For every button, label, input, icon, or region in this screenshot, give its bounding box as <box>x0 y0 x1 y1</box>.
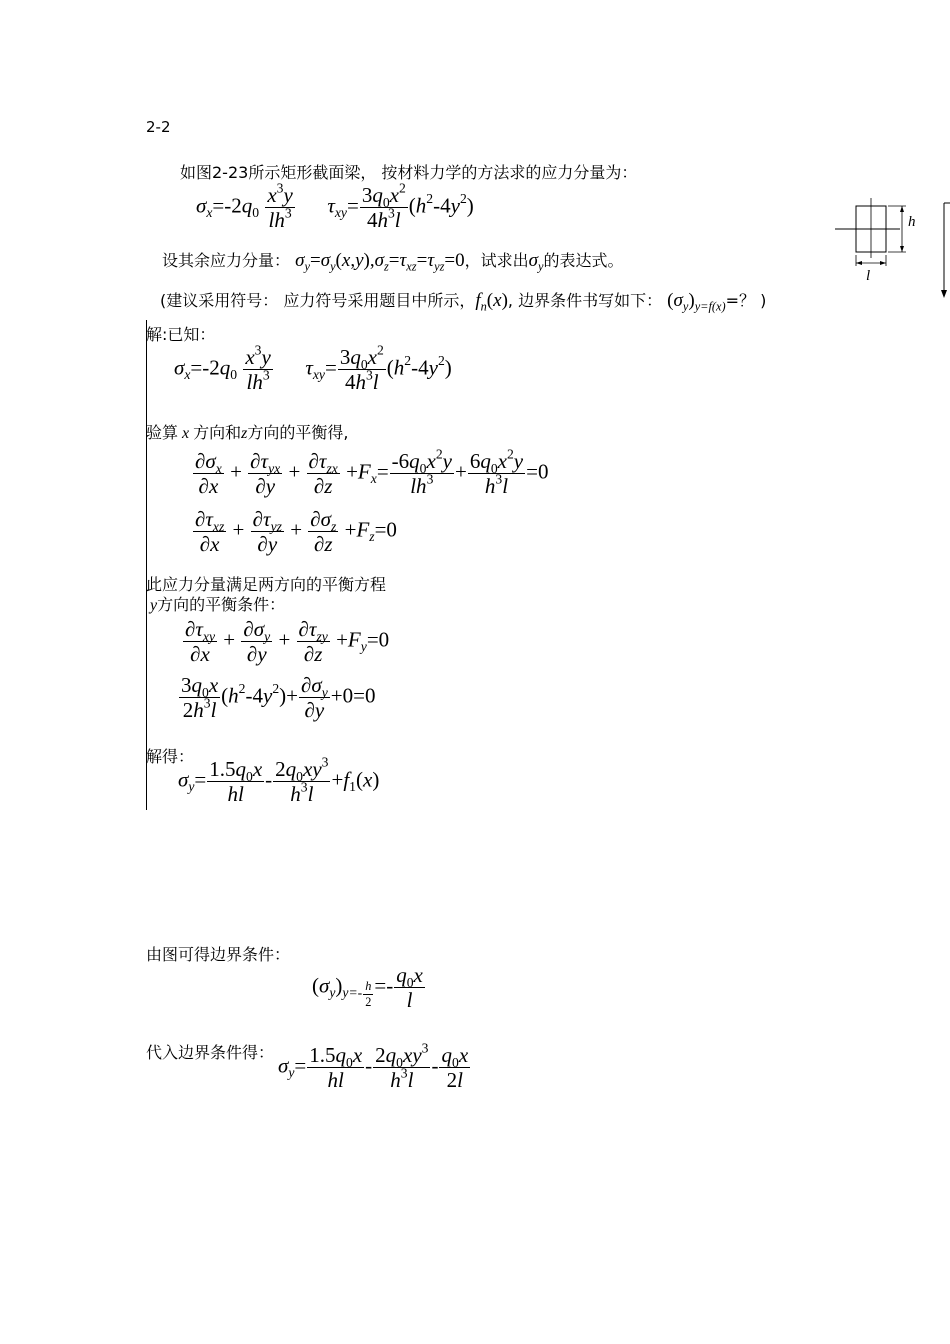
other-stress-line: 设其余应力分量： $\sigma_y=\sigma_y(x,y),\sigma_z=\tau_{xz}=\tau_{yz}=0$，试求出$\sigma_y$的表达式。 <box>162 250 624 274</box>
equilibrium-z-equation: $\frac{\partial\tau_{xz}}{\partial x}$ + $\frac{\partial\tau_{yz}}{\partial y}$ + $\frac{\partial\sigma_z}{\partial z}$ $+F_z=0$ <box>195 507 397 557</box>
solved-label: 解得： <box>146 747 195 766</box>
figure-label-l: l <box>866 268 871 284</box>
hint-line: (建议采用符号： 应力符号采用题目中所示，$f_n(x)$, 边界条件书写如下： $(\sigma_y)_{y=f(x)}=$？ ) <box>160 290 767 314</box>
given-stress-formulas: $\sigma_x=-2q_0$ $\frac{x^3y}{lh^3}$ $\tau_{xy}=$ $\frac{3q_0x^2}{4h^3l}$ $(h^2-4y^2)$ <box>196 180 474 233</box>
figure-label-h: h <box>908 214 916 230</box>
solution-margin-line <box>146 320 147 810</box>
beam-cross-section-figure <box>830 198 950 303</box>
equilibrium-x-equation: $\frac{\partial\sigma_x}{\partial x}$ + $\frac{\partial\tau_{yx}}{\partial y}$ + $\frac{\partial\tau_{zx}}{\partial z}$ $+F_x=$ $\frac{-6q_0x^2y}{lh^3}$ + $\frac{6q_0x^2y}{h^3l}$ =0 <box>195 446 549 499</box>
verify-label: 验算 x 方向和z方向的平衡得, <box>146 423 349 442</box>
satisfied-statement: 此应力分量满足两方向的平衡方程 <box>146 575 387 594</box>
problem-statement: 如图2-23所示矩形截面梁， 按材料力学的方法求的应力分量为： <box>180 163 638 182</box>
boundary-condition-label: 由图可得边界条件： <box>146 945 291 964</box>
solution-known-label: 解:已知： <box>146 325 216 344</box>
boundary-condition-equation: $(\sigma_y)_{y=- \frac{h}{2}}$ =- $\frac{q_0x}{l}$ <box>312 963 423 1013</box>
sigma-y-final-solution: $\sigma_y=$ $\frac{1.5q_0x}{hl}$ - $\frac{2q_0xy^3}{h^3l}$ - $\frac{q_0x}{2l}$ <box>278 1040 469 1093</box>
known-stress-formulas: $\sigma_x=-2q_0$ $\frac{x^3y}{lh^3}$ $\tau_{xy}=$ $\frac{3q_0x^2}{4h^3l}$ $(h^2-4y^2)$ <box>174 342 452 395</box>
substituted-y-equation: $\frac{3q_0x}{2h^3l}$ $(h^2-4y^2)+$ $\frac{\partial\sigma_y}{\partial y}$ +0=0 <box>181 673 376 723</box>
y-direction-label: y方向的平衡条件： <box>150 595 286 614</box>
section-number: 2-2 <box>146 118 171 136</box>
substitute-label: 代入边界条件得： <box>146 1043 275 1062</box>
sigma-y-general-solution: $\sigma_y=$ $\frac{1.5q_0x}{hl}$ - $\frac{2q_0xy^3}{h^3l}$ $+f_1(x)$ <box>178 754 380 807</box>
equilibrium-y-equation: $\frac{\partial\tau_{xy}}{\partial x}$ + $\frac{\partial\sigma_y}{\partial y}$ + $\frac{\partial\tau_{zy}}{\partial z}$ $+F_y=0$ <box>185 617 390 667</box>
